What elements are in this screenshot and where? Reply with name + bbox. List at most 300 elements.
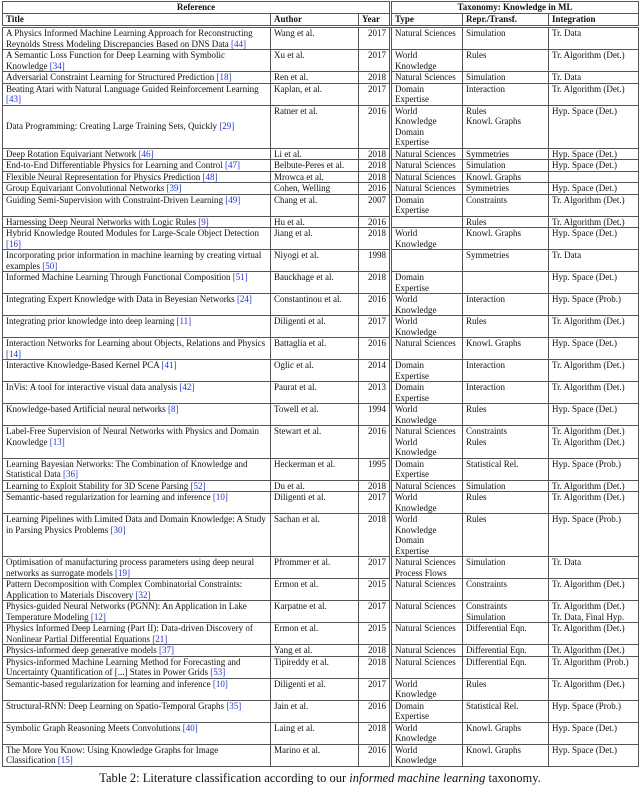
integration-cell bbox=[549, 480, 639, 492]
citation-link[interactable]: [53] bbox=[210, 667, 226, 677]
author-value: Xu et al. bbox=[274, 50, 305, 60]
year-value: 2014 bbox=[368, 360, 386, 370]
representation-value: Knowl. Graphs bbox=[466, 228, 521, 238]
knowledge-type-cell bbox=[391, 579, 463, 601]
knowledge-type-value: Domain Expertise bbox=[395, 194, 429, 215]
integration-value: Tr. Data bbox=[552, 250, 582, 260]
title-cell bbox=[3, 272, 271, 294]
integration-value: Tr. Algorithm (Det.) bbox=[552, 492, 625, 502]
representation-cell bbox=[463, 480, 549, 492]
knowledge-type-value: World Knowledge bbox=[395, 744, 437, 765]
title-cell bbox=[3, 601, 271, 623]
representation-cell bbox=[463, 623, 549, 645]
year-value: 2015 bbox=[368, 623, 386, 633]
representation-value: Rules bbox=[466, 492, 487, 502]
integration-cell bbox=[549, 294, 639, 316]
representation-value: Knowl. Graphs bbox=[466, 171, 521, 182]
representation-value: Statistical Rel. bbox=[466, 458, 519, 469]
year-cell bbox=[359, 656, 391, 678]
author-cell bbox=[271, 744, 359, 766]
citation-link[interactable]: [35] bbox=[226, 700, 242, 711]
title-cell bbox=[3, 404, 271, 426]
title-cell bbox=[3, 623, 271, 645]
citation-link[interactable]: [30] bbox=[110, 524, 126, 535]
citation-link[interactable]: [47] bbox=[225, 160, 241, 170]
representation-value: Symmetries bbox=[466, 148, 509, 159]
citation-link[interactable]: [40] bbox=[182, 722, 198, 733]
title-cell bbox=[3, 27, 271, 50]
integration-cell bbox=[549, 722, 639, 744]
year-cell bbox=[359, 480, 391, 492]
integration-value: Tr. Algorithm (Det.) bbox=[552, 83, 625, 94]
citation-link[interactable]: [36] bbox=[62, 469, 78, 479]
citation-link[interactable]: [8] bbox=[167, 404, 179, 414]
title-cell bbox=[3, 183, 271, 195]
knowledge-type-value: World Knowledge bbox=[395, 316, 437, 337]
year-cell bbox=[359, 382, 391, 404]
author-value: Tipireddy et al. bbox=[274, 656, 329, 667]
integration-cell bbox=[549, 382, 639, 404]
year-value: 2018 bbox=[368, 72, 386, 82]
representation-value: Knowl. Graphs bbox=[466, 722, 521, 733]
citation-link[interactable]: [51] bbox=[232, 272, 248, 282]
paper-title: Interaction Networks for Learning about Objects, Relations and Physics bbox=[6, 338, 266, 348]
table-row bbox=[3, 72, 639, 84]
citation-link[interactable]: [10] bbox=[212, 678, 228, 689]
paper-title: A Semantic Loss Function for Deep Learning with Symbolic Knowledge bbox=[6, 50, 225, 71]
citation-link[interactable]: [14] bbox=[6, 348, 21, 359]
table-row bbox=[3, 458, 639, 480]
representation-value: Simulation bbox=[466, 557, 506, 567]
year-value: 2016 bbox=[368, 183, 386, 193]
year-value: 2017 bbox=[368, 83, 386, 94]
title-cell bbox=[3, 458, 271, 480]
knowledge-type-value: Natural Sciences bbox=[395, 656, 456, 667]
table-row bbox=[3, 27, 639, 50]
integration-value: Hyp. Space (Prob.) bbox=[552, 294, 621, 304]
author-cell bbox=[271, 426, 359, 459]
knowledge-type-cell bbox=[391, 382, 463, 404]
representation-value: Differential Eqn. bbox=[466, 623, 527, 633]
knowledge-type-value: World Knowledge bbox=[395, 678, 437, 699]
knowledge-type-value: World Knowledge bbox=[395, 404, 437, 425]
citation-link[interactable]: [41] bbox=[161, 360, 177, 370]
knowledge-type-value: Domain Expertise bbox=[395, 126, 429, 147]
author-cell bbox=[271, 72, 359, 84]
integration-cell bbox=[549, 492, 639, 514]
title-cell bbox=[3, 382, 271, 404]
citation-link[interactable]: [48] bbox=[202, 171, 218, 182]
author-value: Li et al. bbox=[274, 148, 302, 159]
year-value: 2007 bbox=[368, 194, 386, 205]
representation-value: Knowl. Graphs bbox=[466, 116, 521, 126]
citation-link[interactable]: [44] bbox=[230, 38, 246, 49]
citation-link[interactable]: [9] bbox=[198, 216, 209, 227]
title-cell bbox=[3, 744, 271, 766]
citation-link[interactable]: [29] bbox=[219, 121, 235, 132]
knowledge-type-value: Natural Sciences bbox=[395, 171, 456, 182]
year-cell bbox=[359, 404, 391, 426]
representation-value: Symmetries bbox=[466, 250, 509, 260]
author-value: Belbute-Peres et al. bbox=[274, 160, 345, 170]
integration-cell bbox=[549, 601, 639, 623]
author-value: Ratner et al. bbox=[274, 105, 318, 116]
knowledge-type-cell bbox=[391, 623, 463, 645]
col-author: Author bbox=[271, 14, 359, 27]
author-value: Paurat et al. bbox=[274, 382, 317, 392]
knowledge-type-cell bbox=[391, 700, 463, 722]
knowledge-type-value: Natural Sciences bbox=[395, 183, 456, 193]
year-value: 1998 bbox=[368, 250, 386, 260]
col-repr: Repr./Transf. bbox=[463, 14, 549, 27]
table-row bbox=[3, 744, 639, 766]
title-cell bbox=[3, 160, 271, 172]
knowledge-type-cell bbox=[391, 171, 463, 183]
representation-value: Rules bbox=[466, 436, 487, 447]
author-cell bbox=[271, 171, 359, 183]
knowledge-type-cell bbox=[391, 194, 463, 216]
author-value: Laing et al. bbox=[274, 722, 315, 733]
author-cell bbox=[271, 194, 359, 216]
year-value: 2017 bbox=[368, 678, 386, 689]
integration-cell bbox=[549, 623, 639, 645]
year-value: 2017 bbox=[368, 50, 386, 60]
integration-value: Hyp. Space (Det.) bbox=[552, 183, 617, 193]
year-value: 2016 bbox=[368, 105, 386, 116]
author-cell bbox=[271, 579, 359, 601]
knowledge-type-value: Natural Sciences bbox=[395, 28, 456, 38]
integration-value: Hyp. Space (Det.) bbox=[552, 160, 617, 170]
year-cell bbox=[359, 83, 391, 105]
representation-cell bbox=[463, 678, 549, 700]
knowledge-type-value: World Knowledge bbox=[395, 105, 437, 126]
table-row bbox=[3, 426, 639, 459]
knowledge-type-value: Domain Expertise bbox=[395, 700, 429, 721]
title-cell bbox=[3, 722, 271, 744]
year-cell bbox=[359, 744, 391, 766]
paper-title: Optimisation of manufacturing process parameters using deep neural networks as surrogate models bbox=[6, 557, 255, 578]
citation-link[interactable]: [46] bbox=[138, 148, 154, 159]
knowledge-type-value: World Knowledge bbox=[395, 514, 437, 535]
table-row bbox=[3, 228, 639, 250]
year-value: 1995 bbox=[368, 458, 386, 469]
representation-value: Knowl. Graphs bbox=[466, 744, 521, 755]
paper-title: Physics-informed Machine Learning Method for Forecasting and Uncertainty Quantification of [...] States in Power Grids bbox=[6, 656, 241, 677]
title-cell bbox=[3, 514, 271, 557]
citation-link[interactable]: [34] bbox=[49, 60, 65, 71]
representation-value: Interaction bbox=[466, 294, 505, 304]
knowledge-type-value: Natural Sciences bbox=[395, 148, 456, 159]
representation-cell bbox=[463, 645, 549, 657]
integration-value: Tr. Algorithm (Det.) bbox=[552, 50, 625, 60]
author-cell bbox=[271, 514, 359, 557]
citation-link[interactable]: [21] bbox=[152, 633, 168, 644]
author-value: Battaglia et al. bbox=[274, 338, 327, 348]
table-body bbox=[3, 27, 639, 767]
table-row bbox=[3, 678, 639, 700]
knowledge-type-cell bbox=[391, 744, 463, 766]
representation-value: Differential Eqn. bbox=[466, 645, 527, 655]
knowledge-type-cell bbox=[391, 404, 463, 426]
year-value: 2018 bbox=[368, 722, 386, 733]
author-cell bbox=[271, 83, 359, 105]
representation-cell bbox=[463, 316, 549, 338]
author-cell bbox=[271, 294, 359, 316]
representation-cell bbox=[463, 72, 549, 84]
representation-cell bbox=[463, 183, 549, 195]
year-cell bbox=[359, 458, 391, 480]
author-value: Ren et al. bbox=[274, 72, 309, 82]
table-row bbox=[3, 171, 639, 183]
table-row bbox=[3, 105, 639, 148]
year-cell bbox=[359, 194, 391, 216]
paper-title: Deep Rotation Equivariant Network bbox=[6, 148, 137, 159]
citation-link[interactable]: [37] bbox=[158, 645, 174, 655]
author-cell bbox=[271, 492, 359, 514]
title-cell bbox=[3, 228, 271, 250]
knowledge-type-cell bbox=[391, 50, 463, 72]
integration-value: Tr. Data bbox=[552, 557, 582, 567]
citation-link[interactable]: [43] bbox=[6, 94, 21, 104]
integration-value: Tr. Algorithm (Det.) bbox=[552, 601, 625, 611]
year-cell bbox=[359, 105, 391, 148]
citation-link[interactable]: [32] bbox=[135, 589, 151, 600]
table-row bbox=[3, 601, 639, 623]
integration-cell bbox=[549, 160, 639, 172]
year-value: 2018 bbox=[368, 160, 386, 170]
citation-link[interactable]: [11] bbox=[176, 316, 192, 326]
integration-value: Tr. Algorithm (Det.) bbox=[552, 623, 625, 633]
paper-title: Symbolic Graph Reasoning Meets Convolutions bbox=[6, 722, 181, 733]
year-value: 1994 bbox=[368, 404, 386, 414]
paper-title: Structural-RNN: Deep Learning on Spatio-Temporal Graphs bbox=[6, 700, 225, 711]
year-value: 2018 bbox=[368, 148, 386, 159]
author-cell bbox=[271, 272, 359, 294]
title-cell bbox=[3, 294, 271, 316]
author-cell bbox=[271, 700, 359, 722]
citation-link[interactable]: [13] bbox=[49, 436, 65, 447]
integration-value: Tr. Algorithm (Det.) bbox=[552, 194, 625, 205]
title-cell bbox=[3, 216, 271, 228]
integration-value: Tr. Algorithm (Det.) bbox=[552, 678, 625, 689]
col-integration: Integration bbox=[549, 14, 639, 27]
citation-link[interactable]: [18] bbox=[216, 72, 232, 82]
caption-suffix: taxonomy. bbox=[485, 770, 541, 785]
author-value: Pfrommer et al. bbox=[274, 557, 331, 567]
knowledge-type-cell bbox=[391, 678, 463, 700]
representation-value: Rules bbox=[466, 216, 487, 227]
integration-cell bbox=[549, 171, 639, 183]
table-row bbox=[3, 194, 639, 216]
author-value: Bauckhage et al. bbox=[274, 272, 334, 282]
citation-link[interactable]: [15] bbox=[57, 755, 73, 765]
knowledge-type-cell bbox=[391, 338, 463, 360]
year-cell bbox=[359, 250, 391, 272]
integration-value: Hyp. Space (Det.) bbox=[552, 338, 617, 348]
year-cell bbox=[359, 216, 391, 228]
integration-value: Tr. Data bbox=[552, 72, 582, 82]
author-cell bbox=[271, 656, 359, 678]
citation-link[interactable]: [39] bbox=[166, 183, 182, 193]
author-cell bbox=[271, 160, 359, 172]
paper-title: Learning to Exploit Stability for 3D Scene Parsing bbox=[6, 480, 189, 491]
knowledge-type-cell bbox=[391, 316, 463, 338]
author-cell bbox=[271, 216, 359, 228]
citation-link[interactable]: [49] bbox=[225, 194, 241, 205]
paper-title: InVis: A tool for interactive visual data analysis bbox=[6, 382, 178, 392]
representation-cell bbox=[463, 148, 549, 160]
author-value: Chang et al. bbox=[274, 194, 318, 205]
table-row bbox=[3, 50, 639, 72]
knowledge-type-value: Domain Expertise bbox=[395, 382, 429, 403]
knowledge-type-value: World Knowledge bbox=[395, 294, 437, 315]
year-cell bbox=[359, 183, 391, 195]
representation-cell bbox=[463, 105, 549, 148]
year-cell bbox=[359, 678, 391, 700]
integration-cell bbox=[549, 404, 639, 426]
year-value: 2016 bbox=[368, 338, 386, 348]
author-value: Yang et al. bbox=[274, 645, 313, 655]
citation-link[interactable]: [52] bbox=[190, 480, 206, 491]
author-cell bbox=[271, 316, 359, 338]
year-value: 2016 bbox=[368, 216, 386, 227]
author-cell bbox=[271, 601, 359, 623]
citation-link[interactable]: [42] bbox=[179, 382, 195, 392]
title-cell bbox=[3, 72, 271, 84]
integration-value: Tr. Algorithm (Det.) bbox=[552, 360, 625, 370]
citation-link[interactable]: [50] bbox=[42, 260, 58, 271]
author-cell bbox=[271, 338, 359, 360]
year-value: 2017 bbox=[368, 557, 386, 567]
caption-prefix: Table 2: Literature classification according to our bbox=[99, 770, 350, 785]
knowledge-type-cell bbox=[391, 458, 463, 480]
representation-value: Rules bbox=[466, 514, 487, 524]
knowledge-type-cell bbox=[391, 492, 463, 514]
integration-cell bbox=[549, 194, 639, 216]
author-cell bbox=[271, 382, 359, 404]
title-cell bbox=[3, 50, 271, 72]
author-cell bbox=[271, 183, 359, 195]
knowledge-type-cell bbox=[391, 601, 463, 623]
integration-cell bbox=[549, 50, 639, 72]
citation-link[interactable]: [19] bbox=[114, 567, 130, 578]
knowledge-type-cell bbox=[391, 557, 463, 579]
representation-value: Interaction bbox=[466, 83, 505, 94]
knowledge-type-cell bbox=[391, 722, 463, 744]
representation-value: Constraints bbox=[466, 194, 508, 205]
citation-link[interactable]: [24] bbox=[236, 294, 252, 304]
table-row bbox=[3, 360, 639, 382]
representation-cell bbox=[463, 601, 549, 623]
representation-cell bbox=[463, 360, 549, 382]
year-cell bbox=[359, 426, 391, 459]
knowledge-type-cell bbox=[391, 27, 463, 50]
title-cell bbox=[3, 360, 271, 382]
author-value: Cohen, Welling bbox=[274, 183, 331, 193]
knowledge-type-value: Natural Sciences bbox=[395, 645, 456, 655]
representation-value: Constraints bbox=[466, 426, 508, 436]
table-row bbox=[3, 722, 639, 744]
year-value: 2016 bbox=[368, 744, 386, 755]
knowledge-type-value: Natural Sciences bbox=[395, 579, 456, 589]
table-row bbox=[3, 250, 639, 272]
title-cell bbox=[3, 316, 271, 338]
table-row bbox=[3, 160, 639, 172]
citation-link[interactable]: [16] bbox=[6, 238, 21, 249]
representation-value: Rules bbox=[466, 105, 487, 116]
knowledge-type-value: Domain Expertise bbox=[395, 83, 429, 104]
table-row bbox=[3, 492, 639, 514]
citation-link[interactable]: [10] bbox=[212, 492, 228, 502]
title-cell bbox=[3, 83, 271, 105]
integration-cell bbox=[549, 72, 639, 84]
author-cell bbox=[271, 250, 359, 272]
year-value: 2015 bbox=[368, 579, 386, 589]
representation-value: Interaction bbox=[466, 360, 505, 370]
taxonomy-header: Taxonomy: Knowledge in ML bbox=[391, 2, 639, 14]
year-value: 2018 bbox=[368, 645, 386, 655]
author-value: Towell et al. bbox=[274, 404, 319, 414]
year-cell bbox=[359, 27, 391, 50]
representation-cell bbox=[463, 83, 549, 105]
integration-value: Tr. Algorithm (Det.) bbox=[552, 436, 625, 447]
integration-cell bbox=[549, 338, 639, 360]
col-year: Year bbox=[359, 14, 391, 27]
integration-value: Tr. Data, Final Hyp. bbox=[552, 611, 625, 622]
integration-cell bbox=[549, 656, 639, 678]
knowledge-type-cell bbox=[391, 272, 463, 294]
paper-title: Learning Bayesian Networks: The Combination of Knowledge and Statistical Data bbox=[6, 458, 248, 479]
integration-cell bbox=[549, 250, 639, 272]
knowledge-type-cell bbox=[391, 250, 463, 272]
integration-cell bbox=[549, 272, 639, 294]
author-cell bbox=[271, 458, 359, 480]
author-cell bbox=[271, 645, 359, 657]
author-cell bbox=[271, 148, 359, 160]
integration-value: Hyp. Space (Det.) bbox=[552, 272, 617, 282]
title-cell bbox=[3, 148, 271, 160]
paper-title: Adversarial Constraint Learning for Structured Prediction bbox=[6, 72, 215, 82]
integration-cell bbox=[549, 678, 639, 700]
knowledge-type-value: Natural Sciences bbox=[395, 338, 456, 348]
year-value: 2018 bbox=[368, 480, 386, 491]
paper-title: End-to-End Differentiable Physics for Learning and Control bbox=[6, 160, 223, 170]
year-cell bbox=[359, 360, 391, 382]
year-cell bbox=[359, 514, 391, 557]
year-value: 2017 bbox=[368, 316, 386, 326]
author-value: Du et al. bbox=[274, 480, 305, 491]
knowledge-type-cell bbox=[391, 294, 463, 316]
knowledge-type-cell bbox=[391, 105, 463, 148]
integration-value: Hyp. Space (Det.) bbox=[552, 105, 617, 116]
representation-cell bbox=[463, 216, 549, 228]
title-cell bbox=[3, 105, 271, 148]
representation-cell bbox=[463, 722, 549, 744]
integration-cell bbox=[549, 426, 639, 459]
integration-cell bbox=[549, 148, 639, 160]
representation-value: Simulation bbox=[466, 480, 506, 491]
knowledge-type-cell bbox=[391, 72, 463, 84]
year-value: 2016 bbox=[368, 700, 386, 711]
integration-value: Hyp. Space (Det.) bbox=[552, 722, 617, 733]
table-row bbox=[3, 557, 639, 579]
citation-link[interactable]: [12] bbox=[90, 611, 106, 622]
author-cell bbox=[271, 360, 359, 382]
year-cell bbox=[359, 316, 391, 338]
title-cell bbox=[3, 480, 271, 492]
paper-title: Physics Informed Deep Learning (Part II): Data-driven Discovery of Nonlinear Partial Differential Equations bbox=[6, 623, 253, 644]
paper-title: Learning Pipelines with Limited Data and Domain Knowledge: A Study in Parsing Physics Problems bbox=[6, 514, 266, 535]
